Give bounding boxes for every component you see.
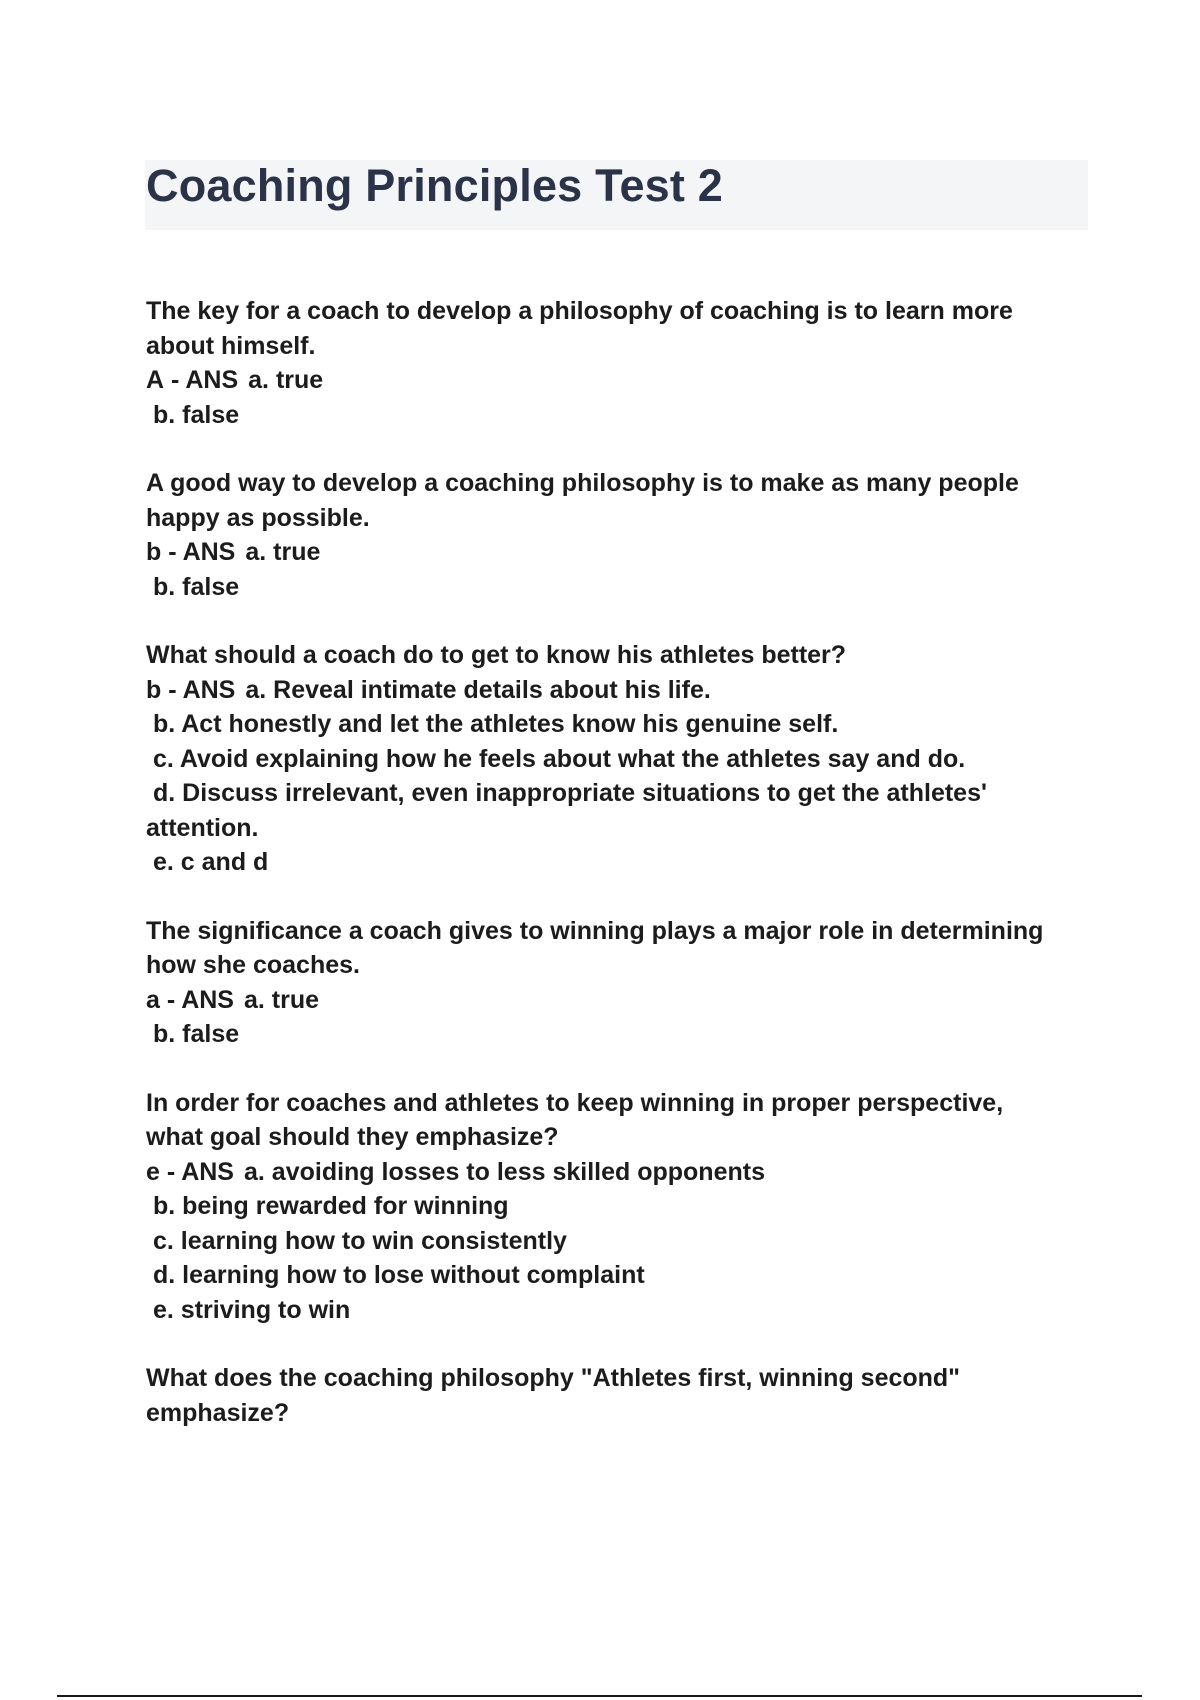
question-text-line: emphasize? <box>146 1398 290 1427</box>
answer-letter: b <box>146 538 162 566</box>
question-text-line: happy as possible. <box>146 503 370 532</box>
question-block-6 <box>146 1361 1096 1430</box>
ans-label: ANS <box>182 538 236 566</box>
option-text: e. c and d <box>153 848 269 876</box>
question-text-line: what goal should they emphasize? <box>146 1123 559 1151</box>
question-block-4 <box>146 914 1096 1052</box>
question-text-line: about himself. <box>146 331 316 360</box>
option-text: a. true <box>248 366 324 394</box>
ans-label: ANS <box>185 366 239 394</box>
ans-label: ANS <box>181 1157 234 1186</box>
option-text: a. true <box>245 538 321 566</box>
answer-line <box>146 535 1096 570</box>
answer-separator: - <box>159 1157 182 1186</box>
option-text: e. striving to win <box>153 1295 351 1324</box>
question-block-5 <box>146 1086 1096 1328</box>
ans-label: ANS <box>181 985 234 1014</box>
answer-line <box>146 983 1096 1018</box>
answer-line <box>146 1155 1096 1190</box>
answer-separator: - <box>161 538 183 566</box>
option-text: a. Reveal intimate details about his life. <box>245 675 711 704</box>
option-text: a. avoiding losses to less skilled opponents <box>244 1157 765 1186</box>
answer-letter: e <box>146 1157 160 1186</box>
question-block-2 <box>146 466 1096 604</box>
answer-letter: a <box>146 985 160 1014</box>
answer-letter: b <box>146 675 162 704</box>
option-text: b. false <box>153 400 240 429</box>
question-text-line: how she coaches. <box>146 951 360 979</box>
page-bottom-divider <box>57 1695 1142 1697</box>
question-text-line: The significance a coach gives to winning plays a major role in determining <box>146 916 1044 945</box>
question-text-line: What should a coach do to get to know his athletes better? <box>146 641 847 669</box>
option-text-continuation: attention. <box>146 813 259 842</box>
ans-label: ANS <box>182 675 236 704</box>
option-text: b. false <box>153 1020 240 1048</box>
question-block-3 <box>146 638 1096 880</box>
question-list <box>146 294 1096 1464</box>
option-text: c. learning how to win consistently <box>153 1226 567 1255</box>
option-text: d. Discuss irrelevant, even inappropriate situations to get the athletes' <box>153 779 987 807</box>
answer-separator: - <box>164 366 186 394</box>
question-text-line: The key for a coach to develop a philosophy of coaching is to learn more <box>146 297 1013 325</box>
answer-line <box>146 363 1096 398</box>
question-text-line: A good way to develop a coaching philosophy is to make as many people <box>146 469 1019 497</box>
option-text: b. false <box>153 572 240 601</box>
option-text: d. learning how to lose without complaint <box>153 1261 645 1289</box>
option-text: c. Avoid explaining how he feels about what the athletes say and do. <box>153 744 966 773</box>
question-block-1 <box>146 294 1096 432</box>
answer-separator: - <box>161 675 183 704</box>
option-text: b. being rewarded for winning <box>153 1192 509 1220</box>
answer-letter: A <box>146 366 165 394</box>
option-text: b. Act honestly and let the athletes know his genuine self. <box>153 710 839 738</box>
question-text-line: In order for coaches and athletes to keep winning in proper perspective, <box>146 1088 1004 1117</box>
question-text-line: What does the coaching philosophy "Athletes first, winning second" <box>146 1364 961 1392</box>
option-text: a. true <box>244 985 320 1014</box>
answer-line <box>146 673 1096 708</box>
page-title: Coaching Principles Test 2 <box>146 160 724 211</box>
answer-separator: - <box>159 985 182 1014</box>
